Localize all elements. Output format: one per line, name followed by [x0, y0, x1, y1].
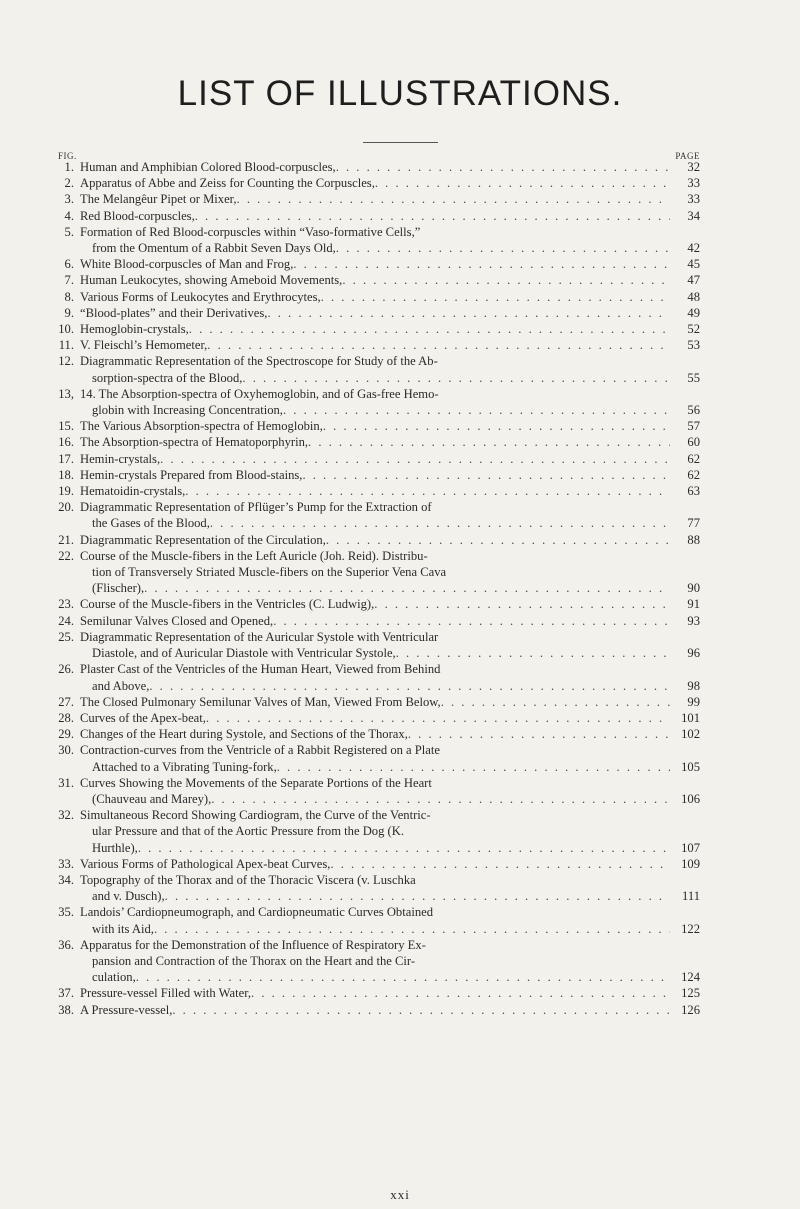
dot-leader: [211, 791, 670, 807]
dot-leader: [144, 580, 670, 596]
caption-text: Various Forms of Pathological Apex-beat Curves,: [80, 856, 331, 871]
page-ref: 56: [687, 403, 700, 418]
page-ref: 101: [681, 710, 700, 725]
entry-body: [80, 985, 700, 1001]
dot-leader: [149, 678, 670, 694]
entry-line: [80, 272, 700, 288]
caption-text: (Chauveau and Marey),: [92, 791, 212, 806]
caption-text: Contraction-curves from the Ventricle of a Rabbit Registered on a Plate: [80, 743, 440, 758]
list-item: [56, 499, 700, 531]
entry-line: [80, 224, 700, 240]
list-item: [56, 353, 700, 385]
entry-body: [80, 726, 700, 742]
entry-line: [80, 564, 700, 580]
entry-body: [80, 418, 700, 434]
entry-line: [80, 208, 700, 224]
entry-line: [80, 483, 700, 499]
list-item: [56, 726, 700, 742]
page-ref: 49: [687, 305, 700, 320]
figure-number: 27.: [58, 694, 74, 709]
list-item: [56, 532, 700, 548]
entry-line: [80, 532, 700, 548]
entry-body: [80, 483, 700, 499]
list-item: [56, 224, 700, 256]
figure-number: 34.: [58, 872, 74, 887]
caption-text: 14. The Absorption-spectra of Oxyhemoglobin, and of Gas-free Hemo-: [80, 386, 439, 401]
dot-leader: [160, 451, 670, 467]
caption-text: Hemin-crystals,: [80, 451, 161, 466]
figure-number: 6.: [64, 257, 74, 272]
caption-text: Attached to a Vibrating Tuning-fork,: [92, 759, 277, 774]
page-ref: 45: [687, 257, 700, 272]
entry-line: [80, 240, 700, 256]
entry-body: [80, 159, 700, 175]
dot-leader: [242, 370, 670, 386]
page-ref: 111: [682, 889, 700, 904]
caption-text: Red Blood-corpuscles,: [80, 208, 195, 223]
entry-line: [80, 985, 700, 1001]
caption-text: “Blood-plates” and their Derivatives,: [80, 305, 268, 320]
caption-text: (Flischer),: [92, 581, 145, 596]
page-ref: 96: [687, 646, 700, 661]
page-ref: 63: [687, 484, 700, 499]
list-item: [56, 872, 700, 904]
figure-number: 28.: [58, 710, 74, 725]
page-ref: 125: [681, 986, 700, 1001]
entry-body: [80, 629, 700, 661]
illustration-list: [0, 159, 800, 1018]
entry-line: [80, 904, 700, 920]
list-item: [56, 337, 700, 353]
entry-line: [80, 791, 700, 807]
page-ref: 33: [687, 192, 700, 207]
page-ref: 52: [687, 322, 700, 337]
caption-text: globin with Increasing Concentration,: [92, 403, 283, 418]
figure-number: 23.: [58, 597, 74, 612]
page-ref: 32: [687, 160, 700, 174]
figure-number: 35.: [58, 905, 74, 920]
page-ref: 53: [687, 338, 700, 353]
figure-number: 13,: [58, 386, 74, 401]
entry-body: [80, 904, 700, 936]
entry-line: [80, 596, 700, 612]
entry-body: [80, 272, 700, 288]
entry-line: [80, 823, 700, 839]
entry-line: [80, 694, 700, 710]
entry-body: [80, 321, 700, 337]
list-item: [56, 175, 700, 191]
entry-line: [80, 337, 700, 353]
entry-body: [80, 499, 700, 531]
list-item: [56, 775, 700, 807]
caption-text: Changes of the Heart during Systole, and Sections of the Thorax,: [80, 727, 408, 742]
page-title: LIST OF ILLUSTRATIONS.: [177, 74, 623, 113]
page-ref: 93: [687, 613, 700, 628]
entry-body: [80, 434, 700, 450]
entry-body: [80, 710, 700, 726]
caption-text: Course of the Muscle-fibers in the Left Auricle (Joh. Reid). Distribu-: [80, 548, 428, 563]
caption-text: V. Fleischl’s Hemometer,: [80, 338, 208, 353]
caption-text: Semilunar Valves Closed and Opened,: [80, 613, 274, 628]
entry-body: [80, 305, 700, 321]
caption-text: Human and Amphibian Colored Blood-corpuscles,: [80, 160, 336, 174]
caption-text: from the Omentum of a Rabbit Seven Days Old,: [92, 241, 336, 256]
list-item: [56, 434, 700, 450]
caption-text: Diastole, and of Auricular Diastole with Ventricular Systole,: [92, 646, 396, 661]
entry-line: [80, 840, 700, 856]
entry-line: [80, 580, 700, 596]
figure-number: 32.: [58, 808, 74, 823]
dot-leader: [321, 289, 670, 305]
page-ref: 106: [681, 791, 700, 806]
dot-leader: [210, 515, 670, 531]
entry-line: [80, 759, 700, 775]
entry-body: [80, 224, 700, 256]
entry-body: [80, 596, 700, 612]
caption-text: Hemin-crystals Prepared from Blood-stains,: [80, 467, 303, 482]
dot-leader: [330, 856, 670, 872]
entry-line: [80, 321, 700, 337]
figure-number: 10.: [58, 322, 74, 337]
list-item: [56, 289, 700, 305]
entry-body: [80, 289, 700, 305]
entry-line: [80, 191, 700, 207]
page-ref: 34: [687, 208, 700, 223]
figure-number: 21.: [58, 532, 74, 547]
entry-line: [80, 888, 700, 904]
list-item: [56, 596, 700, 612]
entry-body: [80, 807, 700, 856]
figure-number: 9.: [64, 305, 74, 320]
caption-text: The Absorption-spectra of Hematoporphyrin,: [80, 435, 309, 450]
figure-number: 24.: [58, 613, 74, 628]
entry-body: [80, 451, 700, 467]
list-item: [56, 710, 700, 726]
entry-body: [80, 661, 700, 693]
entry-line: [80, 629, 700, 645]
entry-line: [80, 418, 700, 434]
dot-leader: [336, 240, 670, 256]
list-item: [56, 467, 700, 483]
caption-text: Diagrammatic Representation of Pflüger’s Pump for the Extraction of: [80, 500, 432, 515]
dot-leader: [207, 337, 670, 353]
caption-text: and v. Dusch),: [92, 889, 165, 904]
entry-line: [80, 937, 700, 953]
entry-body: [80, 872, 700, 904]
entry-body: [80, 742, 700, 774]
caption-text: Various Forms of Leukocytes and Erythrocytes,: [80, 289, 321, 304]
caption-text: culation,: [92, 970, 136, 985]
list-item: [56, 386, 700, 418]
figure-number: 36.: [58, 937, 74, 952]
caption-text: Curves Showing the Movements of the Separate Portions of the Heart: [80, 775, 432, 790]
entry-line: [80, 775, 700, 791]
page-ref: 124: [681, 970, 700, 985]
page-ref: 62: [687, 467, 700, 482]
entry-line: [80, 289, 700, 305]
caption-text: Hurthle),: [92, 840, 138, 855]
figure-number: 30.: [58, 743, 74, 758]
caption-text: Curves of the Apex-beat,: [80, 710, 206, 725]
dot-leader: [136, 969, 670, 985]
list-item: [56, 661, 700, 693]
entry-line: [80, 1002, 700, 1018]
dot-leader: [302, 467, 670, 483]
figure-number: 3.: [64, 192, 74, 207]
page-ref: 107: [681, 840, 700, 855]
caption-text: Course of the Muscle-fibers in the Ventricles (C. Ludwig),: [80, 597, 375, 612]
dot-leader: [342, 272, 670, 288]
page-ref: 90: [687, 581, 700, 596]
caption-text: Topography of the Thorax and of the Thoracic Viscera (v. Luschka: [80, 872, 416, 887]
figure-number: 19.: [58, 484, 74, 499]
caption-text: Human Leukocytes, showing Ameboid Movements,: [80, 273, 343, 288]
entry-body: [80, 386, 700, 418]
entry-body: [80, 775, 700, 807]
list-item: [56, 272, 700, 288]
caption-text: sorption-spectra of the Blood,: [92, 370, 243, 385]
caption-text: Formation of Red Blood-corpuscles within “Vaso-formative Cells,”: [80, 224, 421, 239]
entry-line: [80, 645, 700, 661]
entry-body: [80, 937, 700, 986]
dot-leader: [308, 434, 670, 450]
caption-text: Simultaneous Record Showing Cardiogram, the Curve of the Ventric-: [80, 808, 431, 823]
figure-number: 2.: [64, 176, 74, 191]
caption-text: Apparatus of Abbe and Zeiss for Counting the Corpuscles,: [80, 176, 375, 191]
list-item: [56, 548, 700, 597]
page-ref: 62: [687, 451, 700, 466]
entry-line: [80, 953, 700, 969]
figure-number: 16.: [58, 435, 74, 450]
entry-line: [80, 548, 700, 564]
list-item: [56, 483, 700, 499]
dot-leader: [374, 596, 670, 612]
caption-text: White Blood-corpuscles of Man and Frog,: [80, 257, 294, 272]
caption-text: Pressure-vessel Filled with Water,: [80, 986, 252, 1001]
dot-leader: [185, 483, 670, 499]
figure-number: 1.: [64, 160, 74, 174]
entry-line: [80, 467, 700, 483]
dot-leader: [138, 840, 670, 856]
dot-leader: [396, 645, 670, 661]
entry-body: [80, 353, 700, 385]
page-ref: 55: [687, 370, 700, 385]
caption-text: the Gases of the Blood,: [92, 516, 210, 531]
entry-line: [80, 434, 700, 450]
dot-leader: [408, 726, 670, 742]
caption-text: Diagrammatic Representation of the Spectroscope for Study of the Ab-: [80, 354, 438, 369]
page-ref: 60: [687, 435, 700, 450]
fig-column-header: FIG.: [58, 151, 77, 161]
entry-line: [80, 370, 700, 386]
entry-line: [80, 175, 700, 191]
dot-leader: [293, 256, 670, 272]
figure-number: 4.: [64, 208, 74, 223]
dot-leader: [326, 532, 670, 548]
list-item: [56, 191, 700, 207]
entry-line: [80, 969, 700, 985]
list-item: [56, 305, 700, 321]
entry-line: [80, 807, 700, 823]
list-item: [56, 937, 700, 986]
page-ref: 105: [681, 759, 700, 774]
page-column-header: PAGE: [675, 151, 700, 161]
page-ref: 57: [687, 419, 700, 434]
page-ref: 99: [687, 694, 700, 709]
entry-line: [80, 515, 700, 531]
caption-text: ular Pressure and that of the Aortic Pressure from the Dog (K.: [92, 824, 404, 839]
dot-leader: [441, 694, 670, 710]
entry-line: [80, 159, 700, 175]
list-item: [56, 321, 700, 337]
list-item: [56, 418, 700, 434]
dot-leader: [195, 208, 670, 224]
dot-leader: [251, 985, 670, 1001]
title-rule: [363, 142, 438, 143]
entry-body: [80, 694, 700, 710]
dot-leader: [206, 710, 670, 726]
figure-number: 18.: [58, 467, 74, 482]
entry-body: [80, 191, 700, 207]
entry-body: [80, 208, 700, 224]
entry-body: [80, 856, 700, 872]
list-item: [56, 807, 700, 856]
dot-leader: [189, 321, 670, 337]
entry-body: [80, 1002, 700, 1018]
list-item: [56, 694, 700, 710]
dot-leader: [237, 191, 670, 207]
dot-leader: [273, 613, 670, 629]
list-item: [56, 856, 700, 872]
dot-leader: [336, 159, 670, 175]
entry-line: [80, 726, 700, 742]
figure-number: 25.: [58, 629, 74, 644]
entry-line: [80, 499, 700, 515]
page-ref: 126: [681, 1002, 700, 1017]
entry-line: [80, 451, 700, 467]
caption-text: A Pressure-vessel,: [80, 1002, 173, 1017]
entry-body: [80, 256, 700, 272]
page-ref: 109: [681, 856, 700, 871]
caption-text: tion of Transversely Striated Muscle-fibers on the Superior Vena Cava: [92, 565, 447, 580]
dot-leader: [323, 418, 670, 434]
page-number: xxi: [390, 1187, 410, 1202]
caption-text: The Closed Pulmonary Semilunar Valves of Man, Viewed From Below,: [80, 694, 441, 709]
entry-line: [80, 305, 700, 321]
entry-body: [80, 548, 700, 597]
figure-number: 7.: [64, 273, 74, 288]
entry-body: [80, 337, 700, 353]
figure-number: 37.: [58, 986, 74, 1001]
caption-text: Landois’ Cardiopneumograph, and Cardiopneumatic Curves Obtained: [80, 905, 433, 920]
entry-line: [80, 353, 700, 369]
page-ref: 47: [687, 273, 700, 288]
page-ref: 88: [687, 532, 700, 547]
caption-text: The Various Absorption-spectra of Hemoglobin,: [80, 419, 323, 434]
list-item: [56, 451, 700, 467]
figure-number: 8.: [64, 289, 74, 304]
page-ref: 77: [687, 516, 700, 531]
page-ref: 91: [687, 597, 700, 612]
caption-text: and Above,: [92, 678, 150, 693]
list-item: [56, 904, 700, 936]
entry-body: [80, 175, 700, 191]
list-item: [56, 613, 700, 629]
list-item: [56, 256, 700, 272]
figure-number: 22.: [58, 548, 74, 563]
page-ref: 102: [681, 727, 700, 742]
dot-leader: [172, 1002, 670, 1018]
entry-line: [80, 402, 700, 418]
entry-line: [80, 872, 700, 888]
entry-line: [80, 710, 700, 726]
figure-number: 20.: [58, 500, 74, 515]
page-ref: 122: [681, 921, 700, 936]
figure-number: 17.: [58, 451, 74, 466]
dot-leader: [267, 305, 670, 321]
list-item: [56, 159, 700, 175]
dot-leader: [375, 175, 670, 191]
list-item: [56, 1002, 700, 1018]
dot-leader: [283, 402, 670, 418]
entry-body: [80, 532, 700, 548]
figure-number: 5.: [64, 224, 74, 239]
dot-leader: [154, 921, 670, 937]
caption-text: pansion and Contraction of the Thorax on the Heart and the Cir-: [92, 953, 416, 968]
entry-line: [80, 856, 700, 872]
entry-line: [80, 678, 700, 694]
list-item: [56, 742, 700, 774]
entry-line: [80, 613, 700, 629]
figure-number: 11.: [58, 338, 74, 353]
dot-leader: [165, 888, 670, 904]
list-item: [56, 629, 700, 661]
list-item: [56, 208, 700, 224]
figure-number: 12.: [58, 354, 74, 369]
page-ref: 98: [687, 678, 700, 693]
entry-body: [80, 467, 700, 483]
caption-text: Diagrammatic Representation of the Circulation,: [80, 532, 326, 547]
page-ref: 42: [687, 241, 700, 256]
entry-line: [80, 661, 700, 677]
figure-number: 26.: [58, 662, 74, 677]
entry-line: [80, 256, 700, 272]
entry-line: [80, 386, 700, 402]
caption-text: Diagrammatic Representation of the Auricular Systole with Ventricular: [80, 629, 439, 644]
caption-text: Plaster Cast of the Ventricles of the Human Heart, Viewed from Behind: [80, 662, 441, 677]
figure-number: 29.: [58, 727, 74, 742]
figure-number: 38.: [58, 1002, 74, 1017]
page-ref: 48: [687, 289, 700, 304]
page-ref: 33: [687, 176, 700, 191]
dot-leader: [277, 759, 670, 775]
entry-line: [80, 921, 700, 937]
caption-text: Hemoglobin-crystals,: [80, 322, 189, 337]
figure-number: 31.: [58, 775, 74, 790]
entry-line: [80, 742, 700, 758]
caption-text: The Melangêur Pipet or Mixer,: [80, 192, 237, 207]
figure-number: 15.: [58, 419, 74, 434]
list-item: [56, 985, 700, 1001]
caption-text: Apparatus for the Demonstration of the Influence of Respiratory Ex-: [80, 937, 426, 952]
entry-body: [80, 613, 700, 629]
figure-number: 33.: [58, 856, 74, 871]
caption-text: Hematoidin-crystals,: [80, 484, 186, 499]
caption-text: with its Aid,: [92, 921, 154, 936]
